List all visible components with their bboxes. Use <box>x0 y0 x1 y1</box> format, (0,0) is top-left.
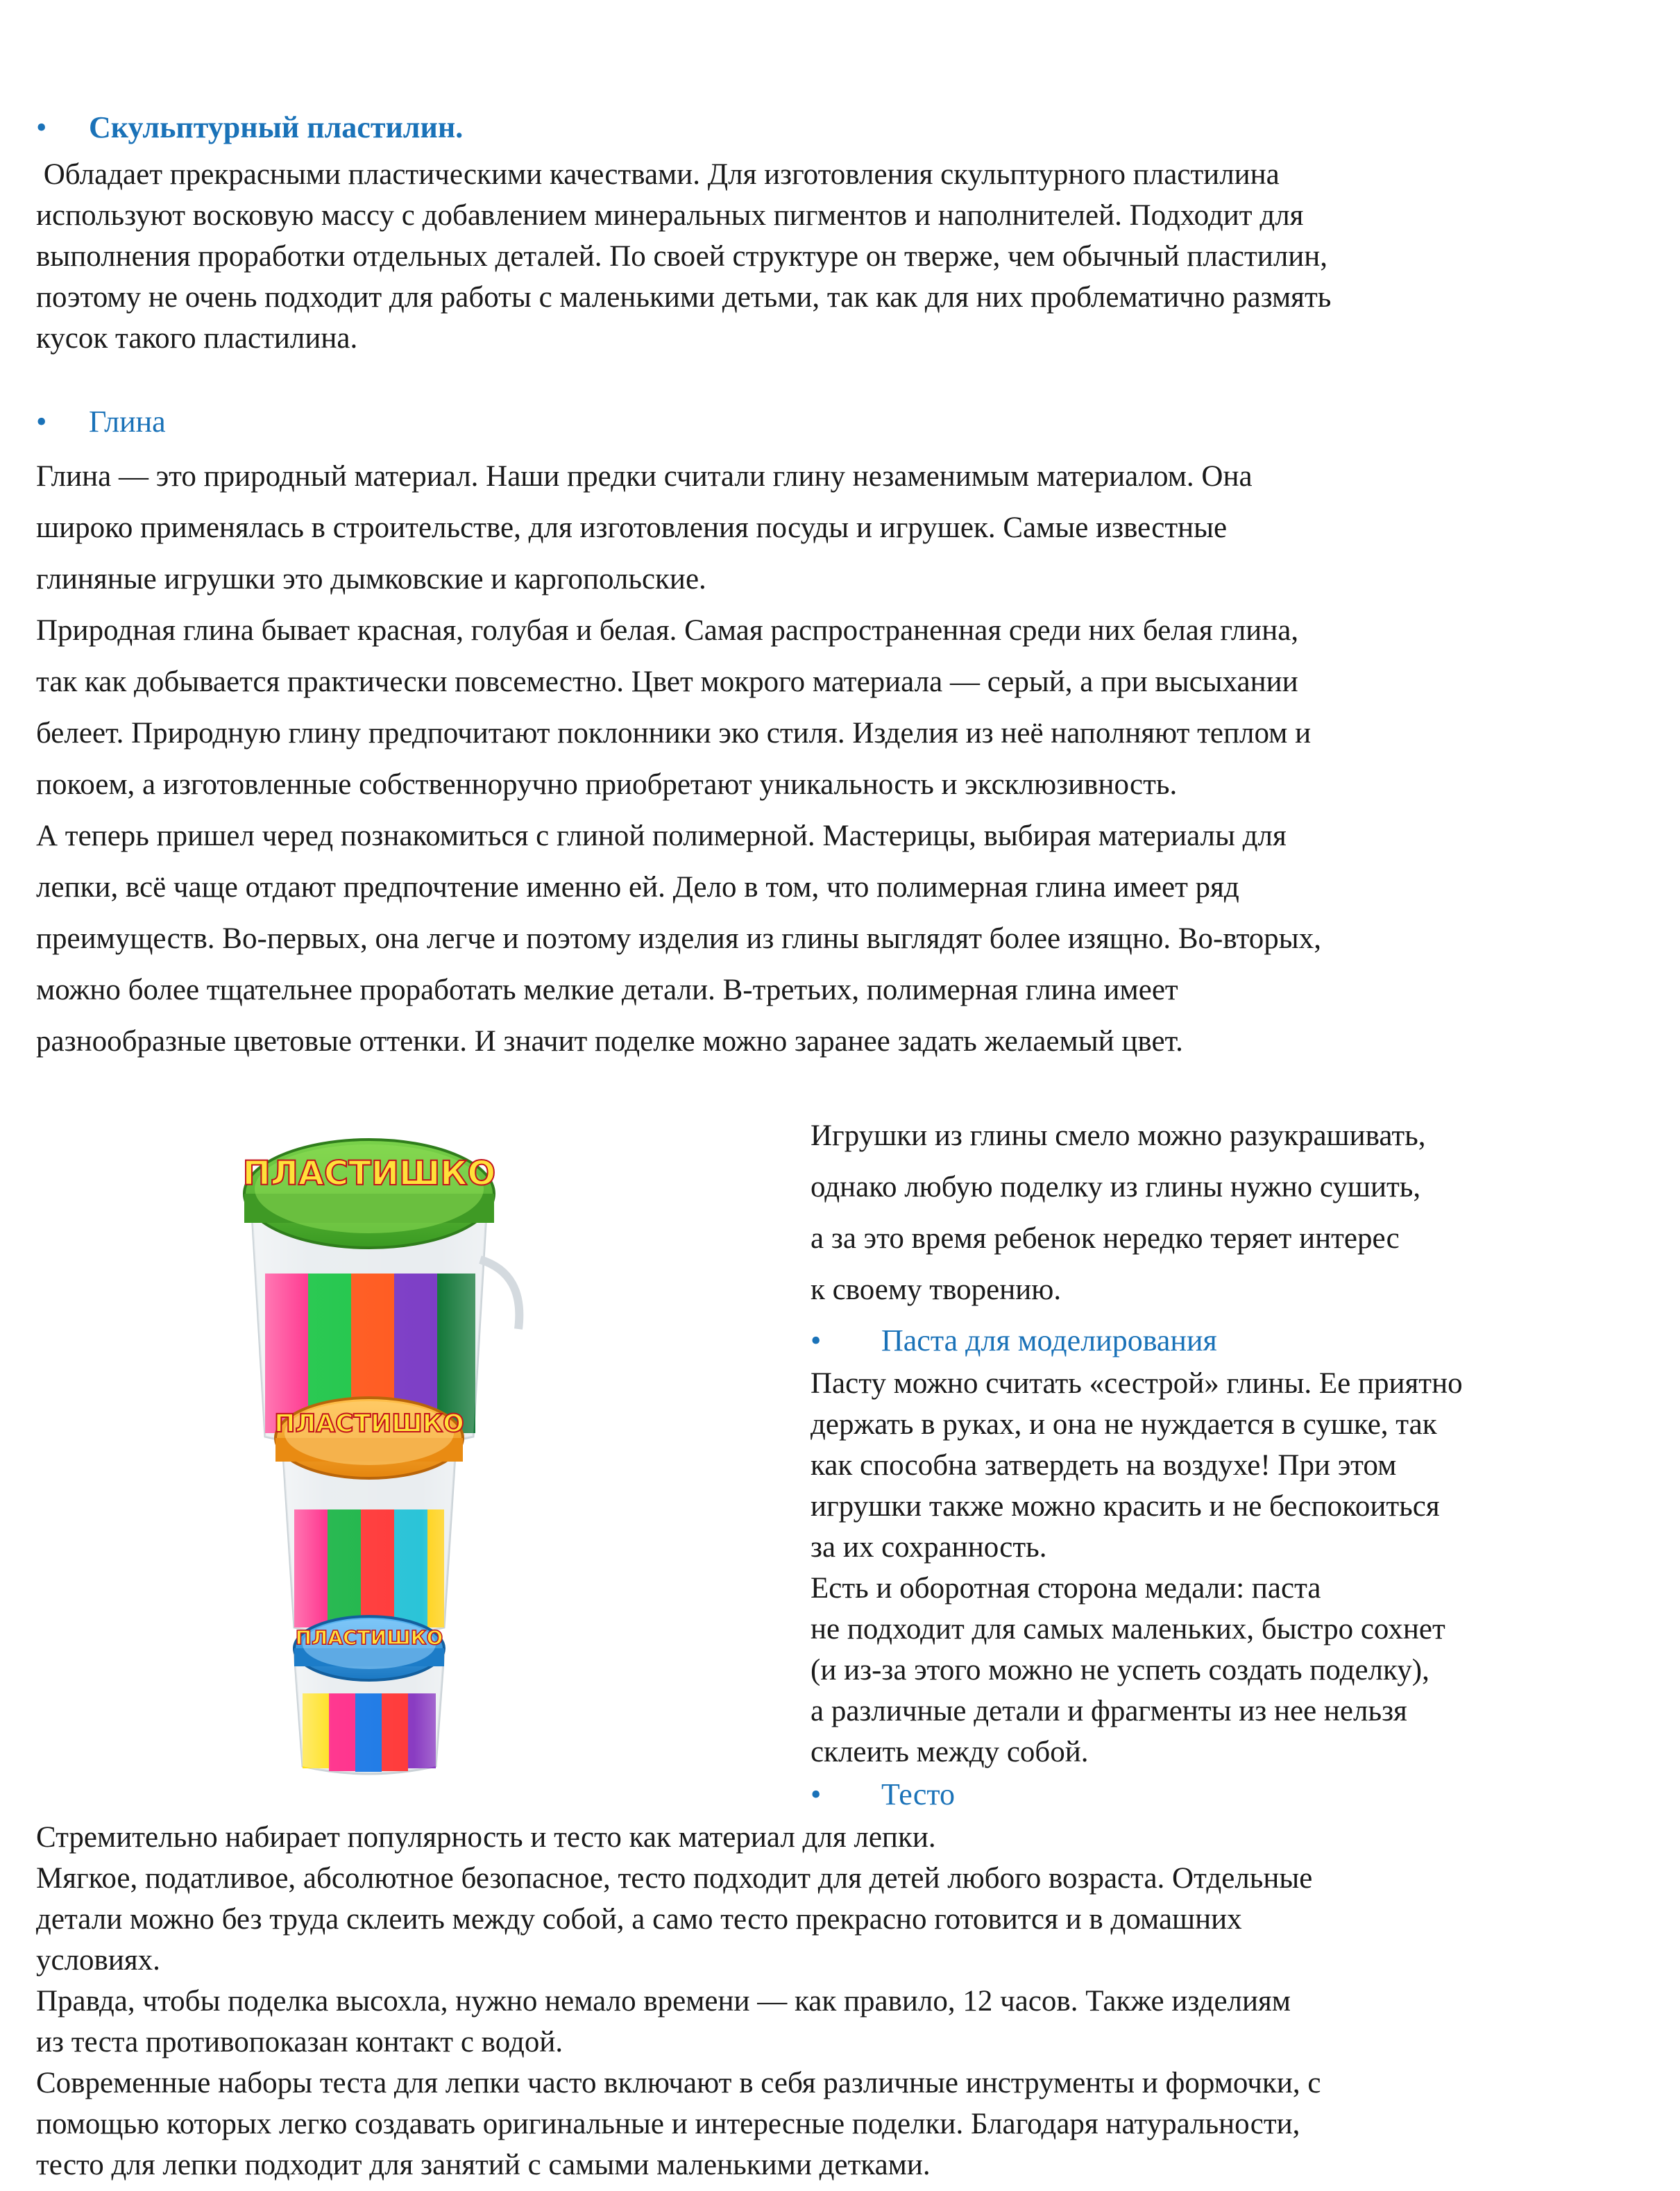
text-line: за их сохранность. <box>811 1531 1047 1564</box>
text-line: Природная глина бывает красная, голубая и белая. Самая распространенная среди них белая глина, <box>36 614 1299 647</box>
text-line: можно более тщательнее проработать мелкие детали. В-третьих, полимерная глина имеет <box>36 974 1178 1006</box>
heading-dough-text: Тесто <box>881 1777 956 1811</box>
paragraph-dough <box>36 1817 1606 2185</box>
paragraph-paste <box>811 1363 1609 1773</box>
text-line: Пасту можно считать «сестрой» глины. Ее приятно <box>811 1367 1463 1400</box>
text-line: склеить между собой. <box>811 1736 1089 1768</box>
text-line: А теперь пришел черед познакомиться с глиной полимерной. Мастерицы, выбирая материалы для <box>36 820 1287 852</box>
paragraph-clay <box>36 451 1606 1067</box>
text-line: а за это время ребенок нередко теряет интерес <box>811 1222 1400 1255</box>
paragraph-sculpt <box>36 154 1606 359</box>
heading-clay <box>36 404 166 439</box>
text-line: Стремительно набирает популярность и тесто как материал для лепки. <box>36 1821 936 1854</box>
text-line: преимуществ. Во-первых, она легче и поэтому изделия из глины выглядят более изящно. Во-вторых, <box>36 922 1321 955</box>
text-line: условиях. <box>36 1944 160 1977</box>
text-line: Современные наборы теста для лепки часто включают в себя различные инструменты и формочки, с <box>36 2067 1321 2099</box>
text-line: лепки, всё чаще отдают предпочтение именно ей. Дело в том, что полимерная глина имеет ряд <box>36 871 1239 904</box>
text-line: Обладает прекрасными пластическими качествами. Для изготовления скульптурного пластилина <box>36 158 1280 191</box>
text-line: покоем, а изготовленные собственноручно приобретают уникальность и эксклюзивность. <box>36 768 1178 801</box>
text-line: кусок такого пластилина. <box>36 322 358 355</box>
heading-paste-text: Паста для моделирования <box>881 1323 1217 1357</box>
text-line: как способна затвердеть на воздухе! При этом <box>811 1449 1397 1482</box>
text-line: детали можно без труда склеить между собой, а само тесто прекрасно готовится и в домашних <box>36 1903 1242 1936</box>
text-line: однако любую поделку из глины нужно сушить, <box>811 1171 1421 1203</box>
text-line: помощью которых легко создавать оригинальные и интересные поделки. Благодаря натуральности, <box>36 2108 1300 2140</box>
bullet-icon: • <box>811 1777 822 1811</box>
heading-clay-text: Глина <box>89 405 166 439</box>
text-line: Правда, чтобы поделка высохла, нужно немало времени — как правило, 12 часов. Также изделиям <box>36 1985 1291 2017</box>
tub-label: ПЛАСТИШКО <box>242 1154 496 1193</box>
text-line: белеет. Природную глину предпочитают поклонники эко стиля. Изделия из неё наполняют теплом и <box>36 717 1312 750</box>
text-line: выполнения проработки отдельных деталей. По своей структуре он тверже, чем обычный пластилин, <box>36 240 1328 273</box>
text-line: разнообразные цветовые оттенки. И значит поделке можно заранее задать желаемый цвет. <box>36 1025 1183 1058</box>
plasticine-tubs-photo <box>36 1100 772 1801</box>
small-tub <box>294 1616 444 1774</box>
tub-label: ПЛАСТИШКО <box>274 1410 464 1438</box>
heading-sculpt <box>36 110 463 145</box>
bullet-icon: • <box>36 110 47 144</box>
text-line: (и из-за этого можно не успеть создать поделку), <box>811 1654 1429 1686</box>
paragraph-clay-side <box>811 1110 1609 1316</box>
heading-sculpt-text: Скульптурный пластилин. <box>89 110 464 144</box>
text-line: Игрушки из глины смело можно разукрашивать, <box>811 1119 1426 1152</box>
text-line: держать в руках, и она не нуждается в сушке, так <box>811 1408 1437 1441</box>
text-line: тесто для лепки подходит для занятий с самыми маленькими детками. <box>36 2149 931 2181</box>
text-line: Мягкое, податливое, абсолютное безопасное, тесто подходит для детей любого возраста. Отдельные <box>36 1862 1313 1895</box>
text-line: к своему творению. <box>811 1274 1062 1306</box>
text-line: так как добывается практически повсеместно. Цвет мокрого материала — серый, а при высыхании <box>36 666 1298 698</box>
text-line: игрушки также можно красить и не беспокоиться <box>811 1490 1440 1523</box>
text-line: не подходит для самых маленьких, быстро сохнет <box>811 1613 1445 1646</box>
bullet-icon: • <box>811 1323 822 1357</box>
heading-dough <box>811 1777 955 1812</box>
medium-tub <box>274 1398 464 1636</box>
text-line: используют восковую массу с добавлением минеральных пигментов и наполнителей. Подходит для <box>36 199 1304 232</box>
text-line: Глина — это природный материал. Наши предки считали глину незаменимым материалом. Она <box>36 460 1253 493</box>
text-line: из теста противопоказан контакт с водой. <box>36 2026 563 2058</box>
text-line: широко применялась в строительстве, для изготовления посуды и игрушек. Самые известные <box>36 511 1228 544</box>
tub-label: ПЛАСТИШКО <box>295 1626 443 1649</box>
text-line: поэтому не очень подходит для работы с маленькими детьми, так как для них проблематично размять <box>36 281 1332 314</box>
heading-paste <box>811 1323 1217 1358</box>
bullet-icon: • <box>36 405 47 439</box>
text-line: Есть и оборотная сторона медали: паста <box>811 1572 1321 1605</box>
text-line: а различные детали и фрагменты из нее нельзя <box>811 1695 1407 1727</box>
text-line: глиняные игрушки это дымковские и каргопольские. <box>36 563 706 595</box>
